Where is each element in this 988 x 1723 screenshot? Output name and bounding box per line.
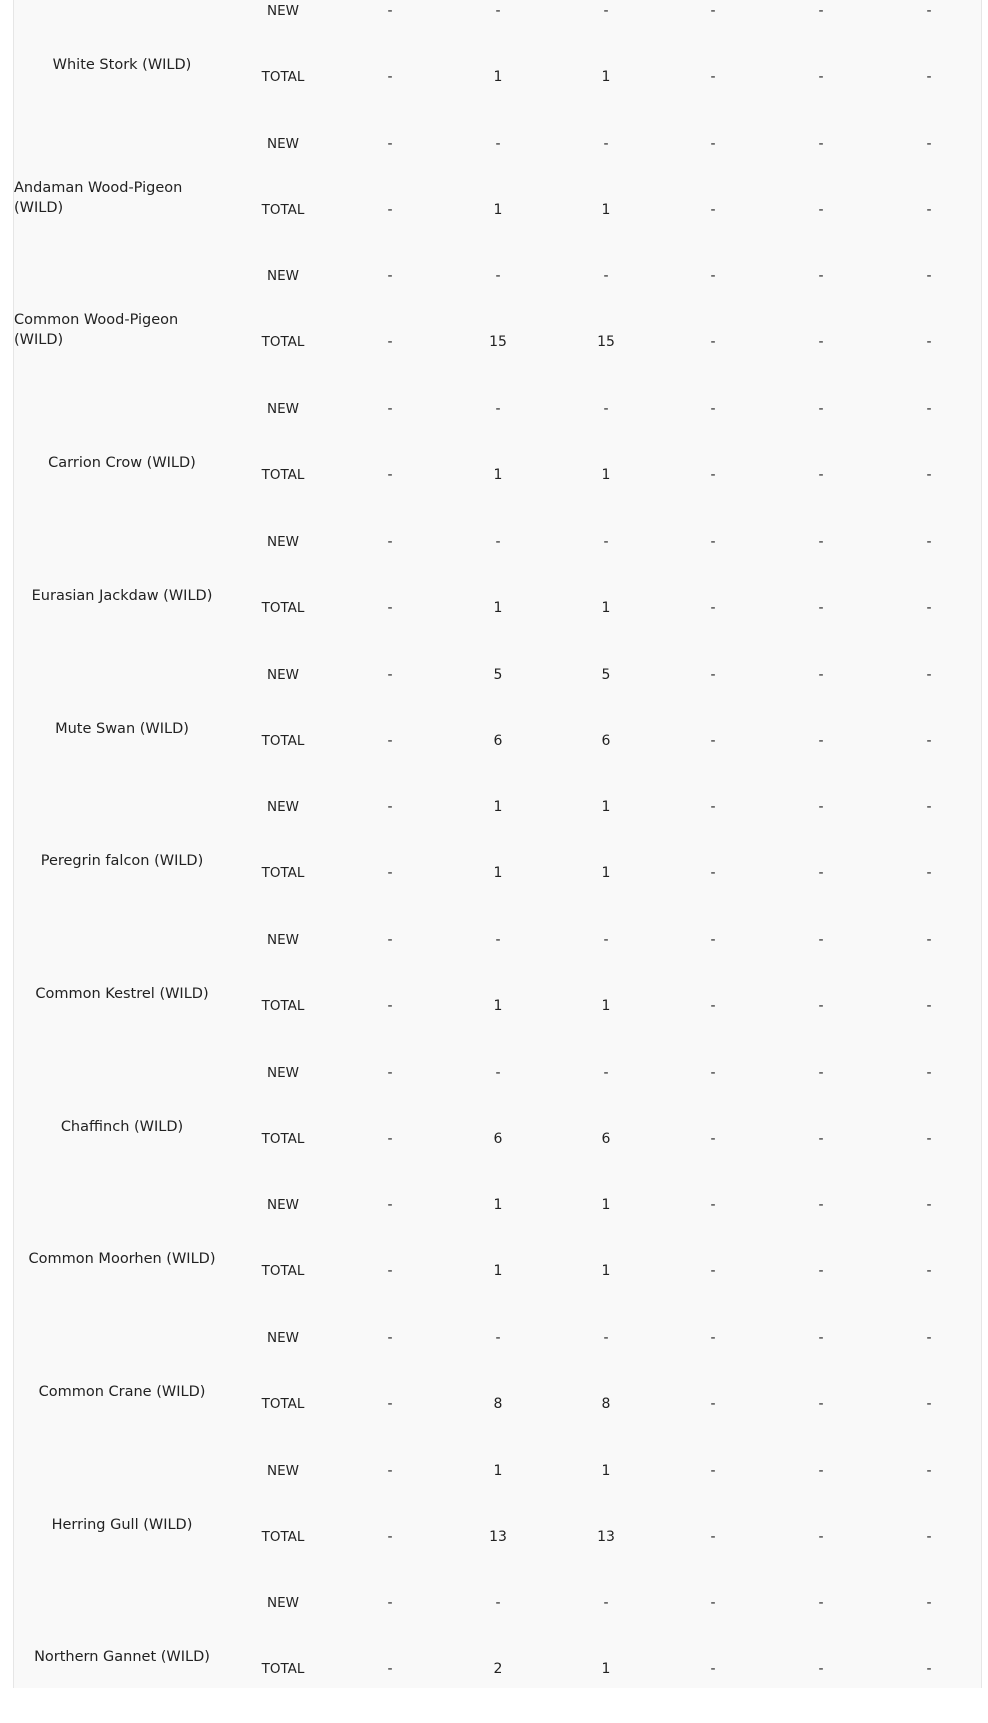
table-cell: 1 (493, 865, 503, 882)
table-cell: - (926, 865, 932, 882)
table-cell: - (603, 135, 609, 152)
table-cell: 1 (601, 1661, 611, 1678)
table-cell: 1 (601, 1462, 611, 1479)
table-cell: - (710, 201, 716, 218)
table-cell: 1 (601, 1263, 611, 1280)
table-cell: 13 (489, 1528, 507, 1545)
table-cell: - (603, 1064, 609, 1081)
new-row-label: NEW (267, 799, 299, 816)
total-row-label: TOTAL (261, 334, 305, 351)
table-cell: - (818, 533, 824, 550)
species-group (14, 663, 983, 795)
table-cell: 1 (601, 799, 611, 816)
table-cell: - (603, 401, 609, 418)
table-cell: - (818, 1263, 824, 1280)
table-cell: - (818, 135, 824, 152)
total-row-label: TOTAL (261, 1396, 305, 1412)
table-cell: - (387, 135, 393, 152)
total-row-label: TOTAL (261, 997, 305, 1014)
table-cell: - (710, 997, 716, 1014)
table-cell: - (818, 268, 824, 285)
table-row-new (14, 1459, 983, 1483)
table-cell: 1 (493, 799, 503, 816)
table-cell: - (818, 69, 824, 85)
table-cell: - (387, 268, 393, 285)
table-cell: - (818, 1130, 824, 1147)
species-group (14, 928, 983, 1060)
table-cell: - (926, 666, 932, 683)
table-cell: - (926, 201, 932, 218)
table-cell: - (495, 1064, 501, 1081)
table-cell: - (818, 1064, 824, 1081)
table-cell: - (387, 401, 393, 418)
table-cell: - (710, 467, 716, 484)
table-cell: - (603, 1330, 609, 1346)
table-cell: - (710, 1130, 716, 1147)
table-cell: 8 (601, 1396, 611, 1412)
table-row-new (14, 264, 983, 288)
table-cell: - (387, 599, 393, 616)
table-cell: - (818, 1330, 824, 1346)
table-cell: - (818, 3, 824, 19)
table-cell: - (387, 1661, 393, 1678)
table-cell: - (710, 268, 716, 285)
table-cell: - (926, 401, 932, 418)
species-group (14, 1591, 983, 1723)
table-cell: - (387, 732, 393, 749)
table-cell: - (387, 201, 393, 218)
species-group (14, 397, 983, 529)
table-cell: 1 (493, 997, 503, 1014)
table-cell: - (603, 931, 609, 948)
table-cell: - (387, 1330, 393, 1346)
table-row-new (14, 1326, 983, 1350)
table-cell: - (818, 1528, 824, 1545)
table-row-new (14, 397, 983, 421)
table-cell: - (387, 666, 393, 683)
table-cell: - (818, 666, 824, 683)
table-cell: - (387, 1263, 393, 1280)
new-row-label: NEW (267, 1595, 299, 1612)
table-cell: - (926, 1528, 932, 1545)
table-cell: - (387, 1197, 393, 1214)
new-row-label: NEW (267, 533, 299, 550)
table-row-total (14, 729, 983, 753)
new-row-label: NEW (267, 401, 299, 418)
new-row-label: NEW (267, 666, 299, 683)
species-group (14, 530, 983, 662)
table-cell: - (710, 865, 716, 882)
table-cell: - (495, 3, 501, 19)
new-row-label: NEW (267, 268, 299, 285)
new-row-label: NEW (267, 931, 299, 948)
table-cell: 2 (493, 1661, 503, 1678)
table-cell: - (926, 1330, 932, 1346)
table-cell: - (603, 533, 609, 550)
table-cell: 8 (493, 1396, 503, 1412)
species-group (14, 1061, 983, 1193)
table-cell: - (710, 1330, 716, 1346)
table-cell: 1 (493, 201, 503, 218)
table-cell: - (710, 1396, 716, 1412)
species-name: Common Crane (WILD) (38, 1384, 206, 1400)
species-group (14, 795, 983, 927)
table-cell: - (387, 533, 393, 550)
new-row-label: NEW (267, 1330, 299, 1346)
table-cell: 6 (493, 732, 503, 749)
table-cell: - (495, 135, 501, 152)
table-cell: - (495, 268, 501, 285)
species-name: Herring Gull (WILD) (51, 1516, 193, 1533)
table-cell: - (387, 1595, 393, 1612)
table-row-new (14, 530, 983, 554)
species-name: Peregrin falcon (WILD) (40, 853, 204, 870)
table-cell: - (710, 666, 716, 683)
species-name: Carrion Crow (WILD) (48, 455, 196, 472)
table-cell: - (926, 1462, 932, 1479)
new-row-label: NEW (267, 135, 299, 152)
table-cell: 15 (597, 334, 615, 351)
table-cell: - (710, 1197, 716, 1214)
species-group (14, 1459, 983, 1591)
table-cell: - (926, 732, 932, 749)
table-cell: - (387, 334, 393, 351)
table-cell: - (387, 1064, 393, 1081)
species-name: Common Moorhen (WILD) (28, 1251, 216, 1268)
table-cell: - (926, 1661, 932, 1678)
table-cell: 1 (493, 69, 503, 85)
table-cell: 1 (601, 69, 611, 85)
table-cell: 1 (493, 1462, 503, 1479)
table-cell: - (926, 1396, 932, 1412)
table-cell: 1 (493, 1197, 503, 1214)
table-cell: 5 (601, 666, 611, 683)
table-cell: - (495, 401, 501, 418)
table-cell: - (818, 334, 824, 351)
table-row-new (14, 0, 983, 23)
table-cell: - (926, 997, 932, 1014)
table-cell: - (710, 732, 716, 749)
table-row-total (14, 861, 983, 885)
species-group (14, 0, 983, 131)
new-row-label: NEW (267, 3, 299, 19)
species-group (14, 132, 983, 264)
table-cell: 6 (601, 1130, 611, 1147)
table-row-total (14, 1392, 983, 1416)
table-cell: - (710, 931, 716, 948)
table-cell: 1 (601, 997, 611, 1014)
table-cell: - (387, 799, 393, 816)
outbreak-table (13, 0, 982, 1688)
table-cell: - (387, 3, 393, 19)
total-row-label: TOTAL (261, 1263, 305, 1280)
table-cell: - (710, 1528, 716, 1545)
table-cell: 1 (601, 467, 611, 484)
total-row-label: TOTAL (261, 467, 305, 484)
total-row-label: TOTAL (261, 599, 305, 616)
total-row-label: TOTAL (261, 201, 305, 218)
table-row-new (14, 928, 983, 952)
table-cell: - (710, 334, 716, 351)
table-cell: - (495, 1595, 501, 1612)
table-cell: - (926, 1064, 932, 1081)
table-row-total (14, 1259, 983, 1283)
species-name: Chaffinch (WILD) (60, 1118, 184, 1135)
table-cell: 6 (493, 1130, 503, 1147)
table-cell: 1 (601, 1197, 611, 1214)
table-cell: - (603, 3, 609, 19)
table-cell: - (818, 1661, 824, 1678)
table-row-total (14, 198, 983, 222)
table-cell: - (926, 1595, 932, 1612)
new-row-label: NEW (267, 1462, 299, 1479)
species-name: Common Wood-Pigeon (WILD) (14, 312, 179, 349)
table-cell: - (710, 799, 716, 816)
table-cell: - (818, 1462, 824, 1479)
species-group (14, 264, 983, 396)
new-row-label: NEW (267, 1064, 299, 1081)
total-row-label: TOTAL (261, 1130, 305, 1147)
table-cell: 1 (601, 599, 611, 616)
table-cell: - (926, 599, 932, 616)
table-row-new (14, 795, 983, 819)
table-cell: - (926, 799, 932, 816)
table-cell: - (926, 467, 932, 484)
table-cell: - (818, 931, 824, 948)
species-name: White Stork (WILD) (52, 57, 192, 73)
table-cell: - (603, 1595, 609, 1612)
species-name: Eurasian Jackdaw (WILD) (31, 587, 213, 604)
table-cell: 13 (597, 1528, 615, 1545)
table-cell: - (387, 931, 393, 948)
table-cell: - (818, 467, 824, 484)
table-cell: - (710, 1462, 716, 1479)
table-cell: - (387, 1462, 393, 1479)
table-cell: - (926, 533, 932, 550)
table-cell: - (710, 69, 716, 85)
species-name: Common Kestrel (WILD) (35, 985, 209, 1002)
table-cell: - (495, 1330, 501, 1346)
table-cell: - (387, 467, 393, 484)
table-cell: - (818, 1595, 824, 1612)
table-cell: - (710, 1661, 716, 1678)
table-cell: - (926, 3, 932, 19)
table-cell: - (926, 1197, 932, 1214)
table-row-new (14, 132, 983, 156)
table-row-total (14, 1525, 983, 1549)
table-cell: - (387, 865, 393, 882)
table-cell: - (818, 865, 824, 882)
table-cell: 15 (489, 334, 507, 351)
table-cell: - (603, 268, 609, 285)
table-cell: 1 (601, 865, 611, 882)
table-cell: - (710, 1263, 716, 1280)
table-row-total (14, 330, 983, 354)
total-row-label: TOTAL (261, 1661, 305, 1678)
table-cell: - (818, 201, 824, 218)
table-cell: 1 (493, 467, 503, 484)
table-cell: - (710, 1064, 716, 1081)
table-cell: - (926, 1263, 932, 1280)
table-cell: - (818, 997, 824, 1014)
species-group (14, 1326, 983, 1458)
table-cell: 1 (493, 599, 503, 616)
table-cell: - (818, 1396, 824, 1412)
total-row-label: TOTAL (261, 1528, 305, 1545)
table-cell: - (926, 1130, 932, 1147)
table-row-total (14, 1127, 983, 1151)
total-row-label: TOTAL (261, 732, 305, 749)
table-cell: - (926, 135, 932, 152)
table-cell: 6 (601, 732, 611, 749)
table-cell: - (926, 69, 932, 85)
table-cell: - (387, 1396, 393, 1412)
table-cell: 5 (493, 666, 503, 683)
table-cell: - (926, 334, 932, 351)
species-name: Mute Swan (WILD) (55, 720, 189, 737)
table-row-total (14, 65, 983, 89)
table-cell: - (495, 931, 501, 948)
table-cell: - (710, 401, 716, 418)
table-row-new (14, 1591, 983, 1615)
table-cell: - (387, 1130, 393, 1147)
table-row-new (14, 663, 983, 687)
species-group (14, 1193, 983, 1325)
species-name: Northern Gannet (WILD) (34, 1649, 210, 1666)
table-cell: - (818, 732, 824, 749)
table-cell: - (818, 401, 824, 418)
table-cell: - (818, 1197, 824, 1214)
table-cell: - (926, 931, 932, 948)
table-cell: - (710, 1595, 716, 1612)
table-cell: - (387, 69, 393, 85)
table-cell: - (926, 268, 932, 285)
table-row-total (14, 596, 983, 620)
table-cell: 1 (493, 1263, 503, 1280)
table-cell: - (818, 599, 824, 616)
table-row-total (14, 463, 983, 487)
table-cell: - (710, 3, 716, 19)
new-row-label: NEW (267, 1197, 299, 1214)
table-row-new (14, 1193, 983, 1217)
table-cell: - (710, 599, 716, 616)
table-cell: - (710, 533, 716, 550)
species-name: Andaman Wood-Pigeon (WILD) (14, 179, 183, 216)
table-cell: - (387, 997, 393, 1014)
total-row-label: TOTAL (261, 865, 305, 882)
total-row-label: TOTAL (261, 69, 305, 85)
table-row-new (14, 1061, 983, 1085)
table-row-total (14, 1657, 983, 1681)
table-cell: 1 (601, 201, 611, 218)
table-cell: - (710, 135, 716, 152)
table-row-total (14, 994, 983, 1018)
table-cell: - (495, 533, 501, 550)
table-cell: - (818, 799, 824, 816)
table-cell: - (387, 1528, 393, 1545)
